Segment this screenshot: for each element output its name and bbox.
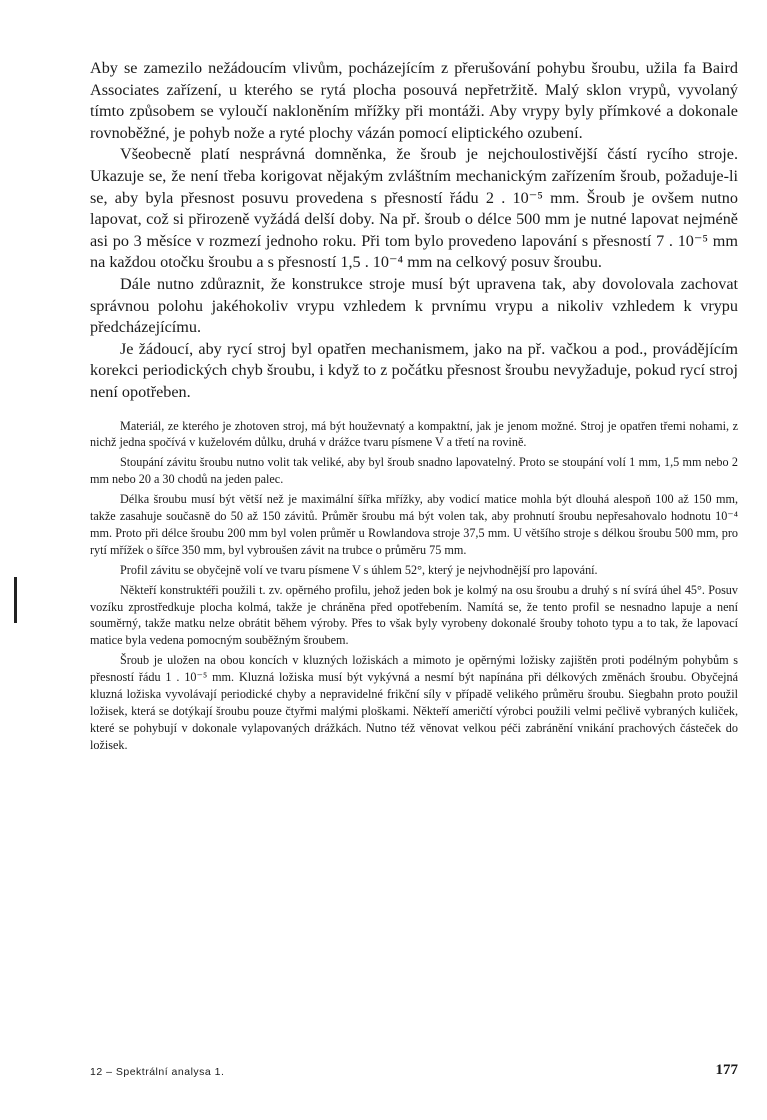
small-paragraph: Profil závitu se obyčejně volí ve tvaru písmene V s úhlem 52°, který je nejvhodnější pro lapování. xyxy=(120,562,598,577)
small-paragraph: Šroub je uložen na obou koncích v kluzných ložiskách a mimoto je opěrnými ložisky zajištěn proti podélným pohybům s přesností řádu 1 . 10⁻⁵ mm. Kluzná ložiska musí být vykývná a nesmí být napínána při délkových změnách šroubu. Obyčejná kluzná ložiska vyvolávají periodické chyby a nepravidelné frikční síly v případě velikého průměru šroubu. Siegbahn proto použil ložisek, která se dotýkají šroubu pouze čtyřmi malými ploškami. Někteří američtí výrobci použili velmi pečlivě vybraných kuliček, které se pohybují v dokonale vylapovaných drážkách. Nutno též věnovat velkou péči zabránění vnikání prachových částeček do ložisek. xyxy=(90,653,738,752)
small-print-text xyxy=(90,418,738,754)
small-paragraph: Materiál, ze kterého je zhotoven stroj, má být houževnatý a kompaktní, jak je jenom možné. Stroj je opatřen třemi nohami, z nichž jedna spočívá v kuželovém důlku, druhá v drážce tvaru písmene V a třetí na rovině. xyxy=(90,418,738,450)
small-paragraph: Stoupání závitu šroubu nutno volit tak veliké, aby byl šroub snadno lapovatelný. Proto se stoupání volí 1 mm, 1,5 mm nebo 2 mm nebo 20 a 30 chodů na jeden palec. xyxy=(90,455,738,487)
margin-bar xyxy=(14,577,17,623)
paragraph: Všeobecně platí nesprávná domněnka, že šroub je nejchoulostivější částí rycího stroje. Ukazuje se, že není třeba korigovat nějakým zvláštním mechanickým zařízením šroub, požaduje-li se, aby byla přesnost posuvu provedena s přesností řádu 2 . 10⁻⁵ mm. Šroub je ovšem nutno lapovat, což si přirozeně vyžádá delší doby. Na př. šroub o délce 500 mm je nutné lapovat nejméně asi po 3 měsíce v rozmezí jednoho roku. Při tom bylo provedeno lapování s přesností 7 . 10⁻⁵ mm na každou otočku šroubu a s přesností 1,5 . 10⁻⁴ mm na celkový posuv šroubu. xyxy=(90,145,738,272)
page-number: 177 xyxy=(715,1062,738,1078)
page-content xyxy=(90,58,738,754)
paragraph: Dále nutno zdůraznit, že konstrukce stroje musí být upravena tak, aby dovolovala zachovat správnou polohu jakéhokoliv vrypu vzhledem k prvnímu vrypu a nikoliv vzhledem k vrypu předcházejícímu. xyxy=(90,274,738,337)
paragraph: Je žádoucí, aby rycí stroj byl opatřen mechanismem, jako na př. vačkou a pod., provádějícím korekci periodických chyb šroubu, i když to z počátku přesnost šroubu nevyžaduje, pokud rycí stroj není opotřeben. xyxy=(90,339,738,401)
page-footer xyxy=(90,1062,738,1082)
footer-chapter-label: 12 – Spektrální analysa 1. xyxy=(90,1066,225,1078)
paragraph: Aby se zamezilo nežádoucím vlivům, pocházejícím z přerušování pohybu šroubu, užila fa Baird Associates zařízení, u kterého se rytá plocha posouvá nepřetržitě. Malý sklon vrypů, vyvolaný tímto způsobem se vyloučí nakloněním mřížky při montáži. Aby vrypy byly přímkové a dokonale rovnoběžné, je pohyb nože a ryté plochy vázán pomocí eliptického ozubení. xyxy=(90,59,738,142)
small-paragraph: Někteří konstruktéři použili t. zv. opěrného profilu, jehož jeden bok je kolmý na osu šroubu a druhý s ní svírá úhel 45°. Posuv vozíku zprostředkuje plocha kolmá, takže je chráněna před opotřebením. Namítá se, že tento profil se nesnadno lapuje a není souměrný, takže matku nelze obrátit během výroby. Přes to však byly vyrobeny dokonalé šrouby tohoto typu a to tak, že lapovací matice byla vedena pomocným souběžným šroubem. xyxy=(90,582,738,648)
small-paragraph: Délka šroubu musí být větší než je maximální šířka mřížky, aby vodicí matice mohla být dlouhá alespoň 100 až 150 mm, takže zasahuje současně do 50 až 150 závitů. Průměr šroubu má být volen tak, aby prohnutí šroubu nepřesahovalo hodnotu 10⁻⁴ mm. Proto při délce šroubu 200 mm byl volen průměr u Rowlandova stroje 37,5 mm. U většího stroje s délkou šroubu 500 mm, pro rytí mřížek o šířce 350 mm, byl vybroušen závit na trubce o průměru 75 mm. xyxy=(90,492,738,557)
main-text xyxy=(90,58,738,404)
